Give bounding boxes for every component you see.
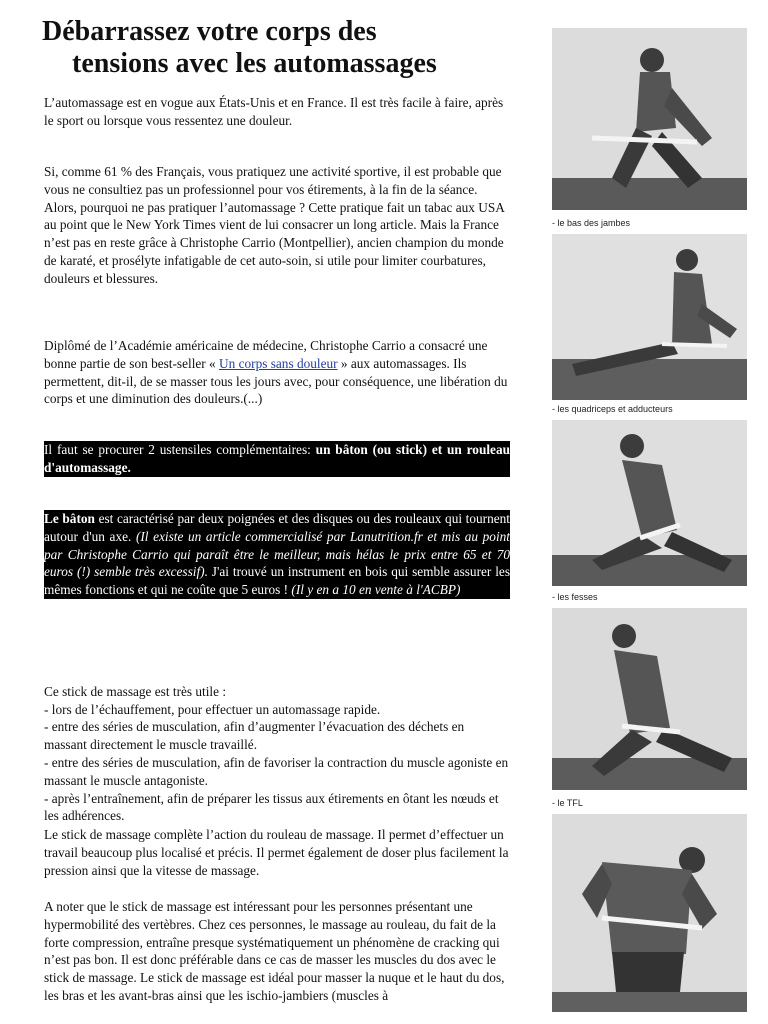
highlight-tools-text: Il faut se procurer 2 ustensiles complémentaires: <box>44 442 316 457</box>
highlight-stick <box>44 510 510 599</box>
hypermobility-text: A noter que le stick de massage est intéressant pour les personnes présentant une hypermobilité des vertèbres. Chez ces personnes, le massage au rouleau, du fait de la forte compression, entraîne presque systématiquement un phénomène de cracking qui n’est pas bon. Il est donc préférable dans ce cas de masser les muscles du dos avec le stick de massage. Le stick de massage est idéal pour masser la nuque et le haut du dos, les bras et les avant-bras ainsi que les ischio-jambiers (muscles à <box>44 899 505 1003</box>
page-title <box>42 16 542 80</box>
uses-text: Ce stick de massage est très utile : - lors de l’échauffement, pour effectuer un automassage rapide. - entre des séries de musculation, afin d’augmenter l’évacuation des déchets en massant directement le muscle travaillé. - entre des séries de musculation, afin de favoriser la contraction du muscle agoniste en massant le muscle antagoniste. - après l’entraînement, afin de préparer les tissus aux étirements en ôtant les nœuds et les adhérences. <box>44 683 509 824</box>
highlight-tools <box>44 441 510 477</box>
photo-quadriceps <box>552 234 747 400</box>
highlight-tools-bold: un bâton (ou stick) et un rouleau d'automassage. <box>44 442 510 475</box>
stick-text-2: J'ai trouvé un instrument en bois qui semble assurer les mêmes fonctions et qui ne coûte que 5 euros ! <box>44 564 510 598</box>
caption-glutes: - les fesses <box>552 592 598 602</box>
carrio-text-before: Diplômé de l’Académie américaine de médecine, Christophe Carrio a consacré une bonne partie de son best-seller « <box>44 338 488 371</box>
stick-italic-2: (Il y en a 10 en vente à l'ACBP) <box>291 582 461 598</box>
intro-text: L’automassage est en vogue aux États-Unis et en France. Il est très facile à faire, après le sport ou lorsque vous ressentez une douleur. <box>44 95 504 128</box>
title-line-2: tensions avec les automassages <box>72 48 437 79</box>
photo-glutes <box>552 420 747 586</box>
caption-tfl: - le TFL <box>552 798 583 808</box>
carrio-text-after: » aux automassages. Ils permettent, dit-il, de se masser tous les jours avec, pour conséquence, une libération du corps et une diminution des douleurs.(...) <box>44 355 508 407</box>
caption-quadriceps: - les quadriceps et adducteurs <box>552 404 673 414</box>
hypermobility-paragraph <box>44 898 510 1005</box>
caption-lower-legs: - le bas des jambes <box>552 218 631 228</box>
complement-text: Le stick de massage complète l’action du rouleau de massage. Il permet d’effectuer un travail beaucoup plus localisé et précis. Il permet également de doser plus facilement la pression ainsi que la vitesse de massage. <box>44 827 509 878</box>
sport-text: Si, comme 61 % des Français, vous pratiquez une activité sportive, il est probable que vous ne consultiez pas un professionnel pour vos étirements, à la fin de la séance. Alors, pourquoi ne pas pratiquer l’automassage ? Cette pratique fait un tabac aux USA au point que le New York Times vient de lui consacrer un long article. Mais la France n’est pas en reste grâce à Christophe Carrio (Montpellier), ancien champion du monde de karaté, et prosélyte infatigable de cet auto-soin, si utile pour limiter courbatures, douleurs et blessures. <box>44 164 505 286</box>
sport-paragraph <box>44 163 510 288</box>
stick-italic-1: (Il existe un article commercialisé par Lanutrition.fr et mis au point par Christophe Carrio qui paraît être le meilleur, mais hélas le prix entre 65 et 70 euros (!) semble très excessif). <box>44 528 510 580</box>
photo-lower-legs <box>552 28 747 210</box>
carrio-paragraph <box>44 337 510 408</box>
intro-paragraph <box>44 94 510 130</box>
stick-label: Le bâton <box>44 511 95 526</box>
photo-tfl <box>552 608 747 790</box>
uses-list <box>44 665 510 843</box>
stick-text-1: est caractérisé par deux poignées et des disques ou des rouleaux qui tournent autour d'un axe. <box>44 511 510 544</box>
book-link[interactable]: Un corps sans douleur <box>219 355 338 371</box>
complement-paragraph <box>44 826 510 879</box>
title-line-1: Débarrassez votre corps des <box>42 16 377 47</box>
photo-back <box>552 814 747 1012</box>
